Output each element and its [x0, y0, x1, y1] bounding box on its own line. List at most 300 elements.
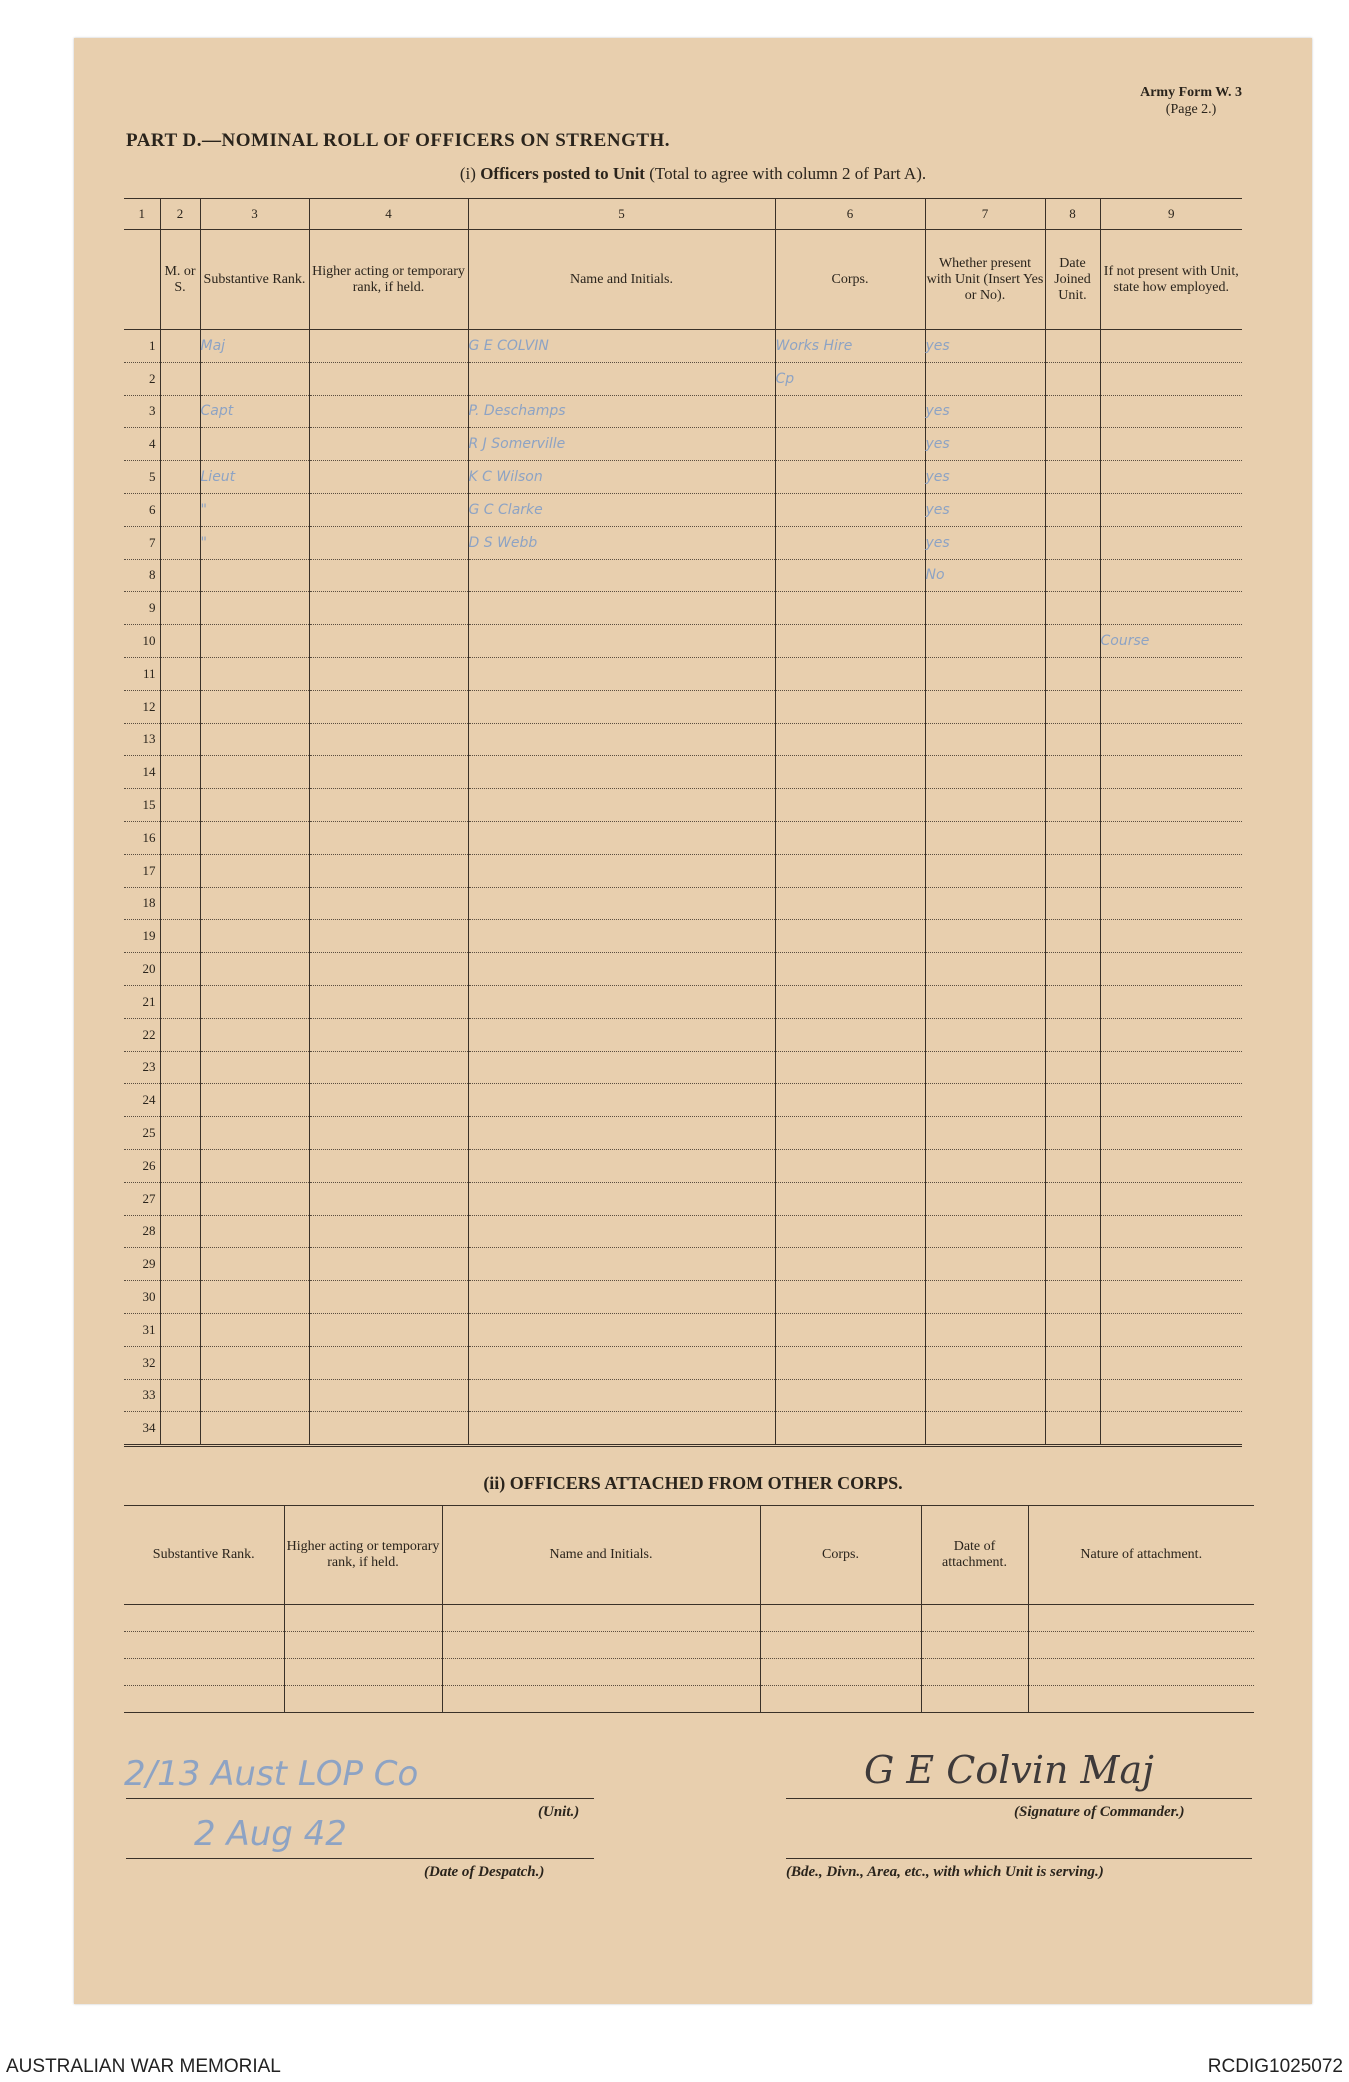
attached-header-name: Name and Initials. — [442, 1506, 760, 1605]
attached-cell — [921, 1659, 1028, 1686]
cell-name — [468, 723, 775, 756]
cell-corps — [775, 461, 925, 494]
cell-corps — [775, 395, 925, 428]
signature-caption: (Signature of Commander.) — [1014, 1804, 1185, 1820]
cell-n: 20 — [124, 953, 160, 986]
cell-ms — [160, 1412, 200, 1446]
cell-employed — [1100, 559, 1242, 592]
section-1-bold: Officers posted to Unit — [480, 164, 645, 183]
cell-higher — [309, 592, 468, 625]
formation-line — [786, 1858, 1252, 1859]
cell-joined — [1045, 461, 1100, 494]
header-name-initials: Name and Initials. — [468, 230, 775, 330]
cell-employed — [1100, 461, 1242, 494]
cell-rank — [200, 657, 309, 690]
column-number-row — [124, 199, 1242, 230]
attached-cell — [442, 1659, 760, 1686]
cell-joined — [1045, 887, 1100, 920]
cell-n: 29 — [124, 1248, 160, 1281]
cell-ms — [160, 953, 200, 986]
cell-corps — [775, 920, 925, 953]
cell-corps — [775, 887, 925, 920]
cell-joined — [1045, 592, 1100, 625]
cell-joined — [1045, 1149, 1100, 1182]
cell-employed — [1100, 395, 1242, 428]
cell-ms — [160, 330, 200, 363]
cell-name — [468, 1117, 775, 1150]
cell-rank — [200, 592, 309, 625]
cell-joined — [1045, 1346, 1100, 1379]
header-higher-rank: Higher acting or temporary rank, if held. — [309, 230, 468, 330]
cell-employed — [1100, 756, 1242, 789]
cell-higher — [309, 1084, 468, 1117]
cell-corps — [775, 1281, 925, 1314]
cell-name — [468, 789, 775, 822]
cell-joined — [1045, 428, 1100, 461]
cell-present — [925, 821, 1045, 854]
attached-cell — [760, 1686, 921, 1713]
cell-rank: Maj — [200, 330, 309, 363]
attached-cell — [124, 1605, 284, 1632]
cell-name — [468, 887, 775, 920]
cell-employed — [1100, 1248, 1242, 1281]
formation-caption: (Bde., Divn., Area, etc., with which Unit is serving.) — [786, 1864, 1104, 1880]
cell-ms — [160, 1084, 200, 1117]
attached-header-higher-rank: Higher acting or temporary rank, if held. — [284, 1506, 442, 1605]
cell-corps — [775, 1149, 925, 1182]
cell-employed — [1100, 854, 1242, 887]
attached-header-rank: Substantive Rank. — [124, 1506, 284, 1605]
cell-rank — [200, 821, 309, 854]
cell-higher — [309, 723, 468, 756]
cell-employed — [1100, 362, 1242, 395]
cell-employed — [1100, 1412, 1242, 1446]
attached-cell — [921, 1686, 1028, 1713]
attached-body — [124, 1605, 1254, 1713]
cell-name — [468, 1149, 775, 1182]
table-row — [124, 920, 1242, 953]
cell-corps — [775, 985, 925, 1018]
cell-n: 9 — [124, 592, 160, 625]
cell-higher — [309, 953, 468, 986]
cell-present — [925, 657, 1045, 690]
cell-rank — [200, 1182, 309, 1215]
attached-header-row — [124, 1506, 1254, 1605]
cell-rank — [200, 1313, 309, 1346]
column-header-row — [124, 230, 1242, 330]
attached-cell — [1028, 1659, 1254, 1686]
attached-cell — [921, 1605, 1028, 1632]
cell-higher — [309, 1346, 468, 1379]
cell-rank — [200, 953, 309, 986]
cell-employed — [1100, 493, 1242, 526]
cell-higher — [309, 1182, 468, 1215]
cell-rank — [200, 887, 309, 920]
attached-cell — [442, 1686, 760, 1713]
col-number: 9 — [1100, 199, 1242, 230]
cell-present: yes — [925, 526, 1045, 559]
cell-ms — [160, 625, 200, 658]
attached-row — [124, 1686, 1254, 1713]
cell-ms — [160, 1051, 200, 1084]
cell-present — [925, 1182, 1045, 1215]
table-row — [124, 559, 1242, 592]
cell-name — [468, 1346, 775, 1379]
cell-rank — [200, 1117, 309, 1150]
cell-rank — [200, 920, 309, 953]
cell-rank — [200, 789, 309, 822]
cell-joined — [1045, 953, 1100, 986]
cell-name — [468, 657, 775, 690]
cell-ms — [160, 756, 200, 789]
cell-employed: Course — [1100, 625, 1242, 658]
cell-higher — [309, 461, 468, 494]
attached-cell — [760, 1605, 921, 1632]
cell-rank — [200, 1018, 309, 1051]
part-title: PART D.—NOMINAL ROLL OF OFFICERS ON STRENGTH. — [126, 130, 671, 151]
cell-joined — [1045, 1117, 1100, 1150]
cell-name — [468, 854, 775, 887]
cell-present — [925, 985, 1045, 1018]
table-row — [124, 657, 1242, 690]
cell-present — [925, 789, 1045, 822]
cell-name: K C Wilson — [468, 461, 775, 494]
cell-present — [925, 1281, 1045, 1314]
cell-ms — [160, 1379, 200, 1412]
cell-n: 14 — [124, 756, 160, 789]
cell-n: 33 — [124, 1379, 160, 1412]
section-1-heading — [74, 164, 1312, 184]
cell-present: yes — [925, 428, 1045, 461]
cell-employed — [1100, 428, 1242, 461]
cell-joined — [1045, 1313, 1100, 1346]
cell-ms — [160, 395, 200, 428]
commander-signature: G E Colvin Maj — [864, 1748, 1154, 1792]
cell-joined — [1045, 1379, 1100, 1412]
cell-name: G C Clarke — [468, 493, 775, 526]
attached-cell — [284, 1686, 442, 1713]
attached-cell — [1028, 1686, 1254, 1713]
cell-n: 12 — [124, 690, 160, 723]
cell-rank: " — [200, 526, 309, 559]
cell-n: 13 — [124, 723, 160, 756]
attached-cell — [124, 1686, 284, 1713]
cell-name — [468, 985, 775, 1018]
col-number: 7 — [925, 199, 1045, 230]
form-number: Army Form W. 3 — [1140, 85, 1242, 100]
cell-rank — [200, 985, 309, 1018]
archive-id: RCDIG1025072 — [1207, 2056, 1343, 2077]
cell-higher — [309, 625, 468, 658]
cell-name — [468, 1313, 775, 1346]
cell-joined — [1045, 821, 1100, 854]
cell-higher — [309, 1379, 468, 1412]
attached-cell — [760, 1659, 921, 1686]
cell-joined — [1045, 395, 1100, 428]
cell-employed — [1100, 1281, 1242, 1314]
header-substantive-rank: Substantive Rank. — [200, 230, 309, 330]
attached-header-date: Date of attachment. — [921, 1506, 1028, 1605]
cell-joined — [1045, 789, 1100, 822]
cell-n: 31 — [124, 1313, 160, 1346]
cell-employed — [1100, 887, 1242, 920]
cell-higher — [309, 657, 468, 690]
cell-joined — [1045, 985, 1100, 1018]
cell-n: 8 — [124, 559, 160, 592]
cell-joined — [1045, 1412, 1100, 1446]
attached-cell — [284, 1605, 442, 1632]
cell-corps — [775, 1084, 925, 1117]
cell-corps — [775, 1313, 925, 1346]
cell-name — [468, 920, 775, 953]
cell-name — [468, 592, 775, 625]
cell-higher — [309, 1248, 468, 1281]
date-caption: (Date of Despatch.) — [424, 1864, 545, 1880]
cell-name — [468, 1018, 775, 1051]
form-code — [1140, 84, 1242, 118]
cell-present: No — [925, 559, 1045, 592]
cell-n: 30 — [124, 1281, 160, 1314]
cell-ms — [160, 1149, 200, 1182]
cell-name — [468, 1215, 775, 1248]
cell-employed — [1100, 657, 1242, 690]
cell-ms — [160, 1117, 200, 1150]
cell-present — [925, 920, 1045, 953]
table-row — [124, 690, 1242, 723]
cell-corps: Cp — [775, 362, 925, 395]
cell-rank — [200, 1379, 309, 1412]
attached-row — [124, 1632, 1254, 1659]
cell-joined — [1045, 854, 1100, 887]
cell-ms — [160, 657, 200, 690]
cell-higher — [309, 428, 468, 461]
cell-higher — [309, 1281, 468, 1314]
cell-joined — [1045, 1051, 1100, 1084]
cell-ms — [160, 461, 200, 494]
cell-corps — [775, 854, 925, 887]
cell-higher — [309, 821, 468, 854]
cell-name: R J Somerville — [468, 428, 775, 461]
cell-ms — [160, 1248, 200, 1281]
signature-line — [786, 1798, 1252, 1799]
cell-rank — [200, 625, 309, 658]
table-row — [124, 1084, 1242, 1117]
cell-corps — [775, 428, 925, 461]
cell-corps — [775, 1018, 925, 1051]
table-row — [124, 1215, 1242, 1248]
cell-n: 23 — [124, 1051, 160, 1084]
cell-present — [925, 953, 1045, 986]
cell-corps — [775, 1412, 925, 1446]
cell-rank — [200, 1051, 309, 1084]
col-number: 2 — [160, 199, 200, 230]
cell-joined — [1045, 330, 1100, 363]
header-ms: M. or S. — [160, 230, 200, 330]
table-row — [124, 362, 1242, 395]
header-corps: Corps. — [775, 230, 925, 330]
cell-rank — [200, 1149, 309, 1182]
cell-higher — [309, 526, 468, 559]
page-label: (Page 2.) — [1165, 102, 1217, 117]
cell-name — [468, 1084, 775, 1117]
cell-higher — [309, 789, 468, 822]
cell-higher — [309, 1051, 468, 1084]
roll-body — [124, 330, 1242, 1446]
table-row — [124, 1379, 1242, 1412]
cell-ms — [160, 526, 200, 559]
cell-n: 1 — [124, 330, 160, 363]
cell-ms — [160, 559, 200, 592]
cell-n: 32 — [124, 1346, 160, 1379]
cell-n: 18 — [124, 887, 160, 920]
cell-corps — [775, 1248, 925, 1281]
table-row — [124, 821, 1242, 854]
cell-employed — [1100, 723, 1242, 756]
cell-rank — [200, 690, 309, 723]
cell-corps — [775, 1379, 925, 1412]
cell-name — [468, 362, 775, 395]
cell-joined — [1045, 756, 1100, 789]
cell-present — [925, 1051, 1045, 1084]
attached-cell — [442, 1605, 760, 1632]
cell-n: 27 — [124, 1182, 160, 1215]
archive-credit: AUSTRALIAN WAR MEMORIAL — [6, 2056, 281, 2077]
cell-n: 15 — [124, 789, 160, 822]
table-row — [124, 1149, 1242, 1182]
cell-rank — [200, 1281, 309, 1314]
cell-name — [468, 559, 775, 592]
cell-rank — [200, 1215, 309, 1248]
header-date-joined: Date Joined Unit. — [1045, 230, 1100, 330]
cell-present: yes — [925, 493, 1045, 526]
cell-rank — [200, 1346, 309, 1379]
cell-corps — [775, 625, 925, 658]
cell-corps — [775, 953, 925, 986]
form-page — [74, 38, 1312, 2004]
cell-higher — [309, 1215, 468, 1248]
cell-joined — [1045, 690, 1100, 723]
cell-higher — [309, 756, 468, 789]
cell-joined — [1045, 1215, 1100, 1248]
table-row — [124, 330, 1242, 363]
cell-present — [925, 592, 1045, 625]
table-row — [124, 1117, 1242, 1150]
table-row — [124, 1182, 1242, 1215]
cell-joined — [1045, 625, 1100, 658]
cell-corps — [775, 493, 925, 526]
cell-name — [468, 1412, 775, 1446]
cell-name — [468, 756, 775, 789]
cell-rank — [200, 559, 309, 592]
cell-employed — [1100, 920, 1242, 953]
attached-cell — [124, 1659, 284, 1686]
cell-corps — [775, 1346, 925, 1379]
cell-employed — [1100, 985, 1242, 1018]
cell-n: 10 — [124, 625, 160, 658]
cell-joined — [1045, 1018, 1100, 1051]
date-line — [126, 1858, 594, 1859]
cell-higher — [309, 1149, 468, 1182]
cell-rank — [200, 428, 309, 461]
cell-present — [925, 1215, 1045, 1248]
cell-name — [468, 690, 775, 723]
cell-employed — [1100, 789, 1242, 822]
attached-row — [124, 1659, 1254, 1686]
table-row — [124, 493, 1242, 526]
cell-present — [925, 362, 1045, 395]
cell-n: 2 — [124, 362, 160, 395]
cell-corps — [775, 526, 925, 559]
table-row — [124, 1051, 1242, 1084]
cell-corps — [775, 1051, 925, 1084]
table-row — [124, 756, 1242, 789]
cell-employed — [1100, 1149, 1242, 1182]
cell-corps — [775, 1182, 925, 1215]
cell-ms — [160, 1182, 200, 1215]
col-number: 5 — [468, 199, 775, 230]
cell-joined — [1045, 723, 1100, 756]
attached-cell — [1028, 1632, 1254, 1659]
cell-name — [468, 953, 775, 986]
cell-corps — [775, 559, 925, 592]
cell-employed — [1100, 330, 1242, 363]
cell-rank: " — [200, 493, 309, 526]
cell-corps — [775, 789, 925, 822]
table-row — [124, 395, 1242, 428]
cell-present — [925, 854, 1045, 887]
table-row — [124, 854, 1242, 887]
table-row — [124, 789, 1242, 822]
attached-cell — [1028, 1605, 1254, 1632]
cell-ms — [160, 854, 200, 887]
header-employment: If not present with Unit, state how employed. — [1100, 230, 1242, 330]
table-row — [124, 887, 1242, 920]
cell-ms — [160, 493, 200, 526]
cell-n: 25 — [124, 1117, 160, 1150]
cell-employed — [1100, 526, 1242, 559]
cell-present — [925, 887, 1045, 920]
cell-ms — [160, 1281, 200, 1314]
cell-rank — [200, 756, 309, 789]
cell-employed — [1100, 1084, 1242, 1117]
cell-n: 17 — [124, 854, 160, 887]
cell-rank — [200, 723, 309, 756]
table-row — [124, 1281, 1242, 1314]
cell-present — [925, 1346, 1045, 1379]
cell-employed — [1100, 592, 1242, 625]
col-number: 4 — [309, 199, 468, 230]
cell-employed — [1100, 1182, 1242, 1215]
table-row — [124, 461, 1242, 494]
cell-employed — [1100, 1117, 1242, 1150]
cell-higher — [309, 920, 468, 953]
col-number: 8 — [1045, 199, 1100, 230]
col-number: 1 — [124, 199, 160, 230]
cell-ms — [160, 1018, 200, 1051]
attached-cell — [760, 1632, 921, 1659]
attached-cell — [284, 1659, 442, 1686]
cell-employed — [1100, 1379, 1242, 1412]
cell-ms — [160, 985, 200, 1018]
cell-n: 5 — [124, 461, 160, 494]
cell-n: 6 — [124, 493, 160, 526]
cell-employed — [1100, 1215, 1242, 1248]
cell-present — [925, 1412, 1045, 1446]
cell-present — [925, 1084, 1045, 1117]
cell-name: D S Webb — [468, 526, 775, 559]
cell-n: 21 — [124, 985, 160, 1018]
cell-corps — [775, 690, 925, 723]
